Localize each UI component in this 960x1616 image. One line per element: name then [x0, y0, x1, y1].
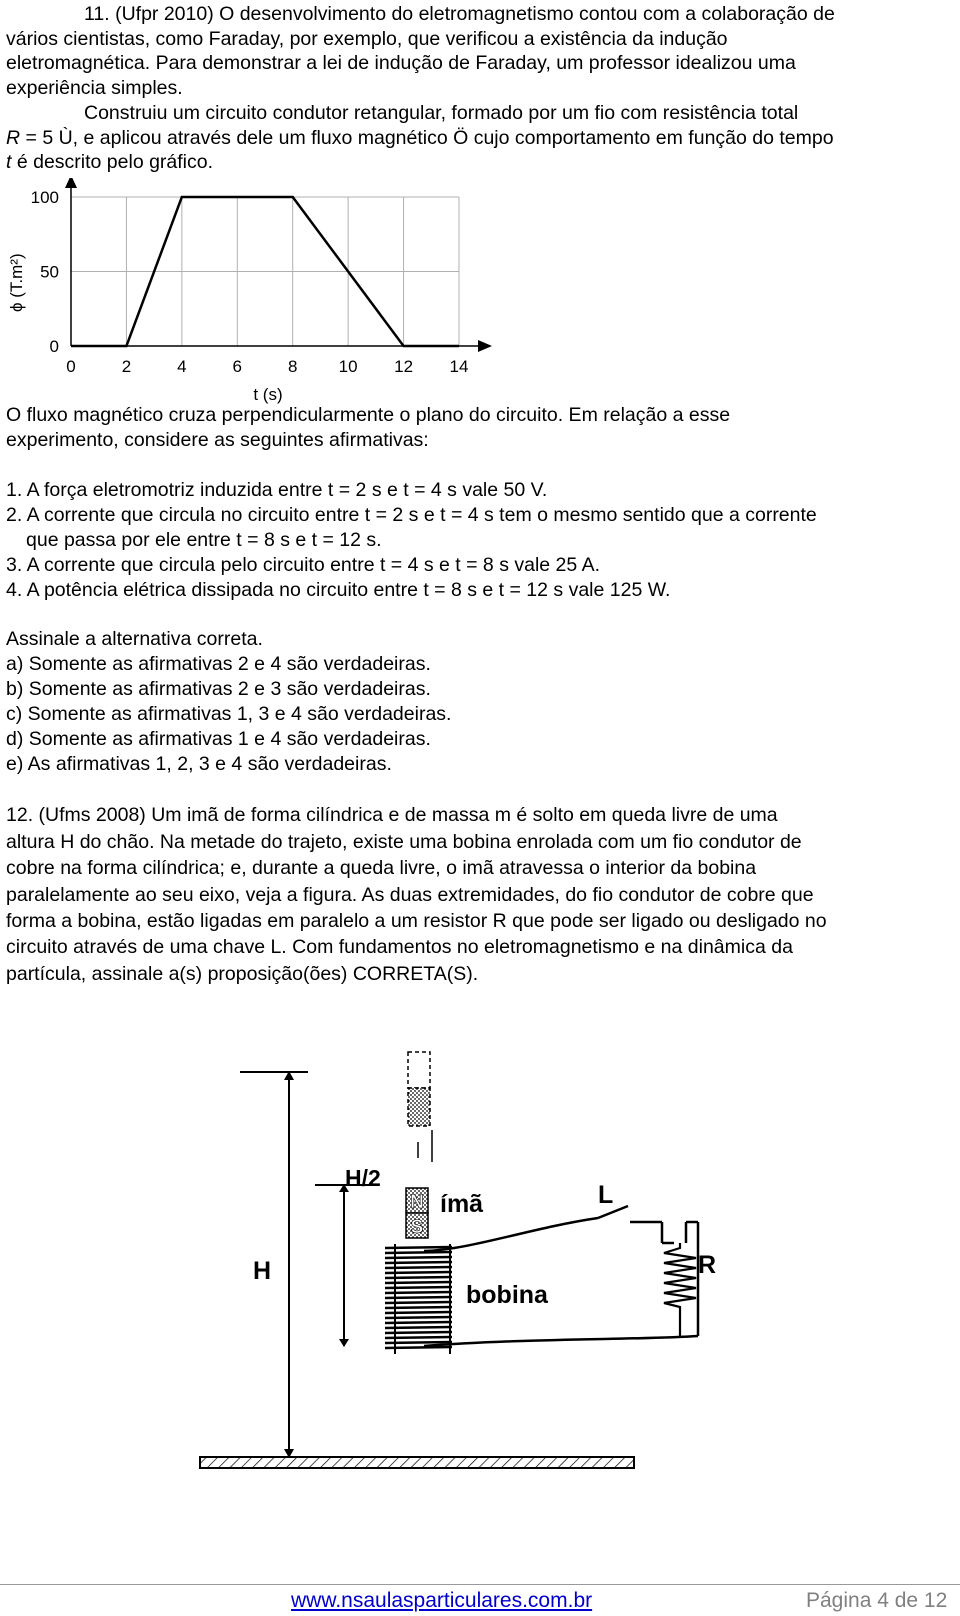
y-tick-labels [31, 188, 59, 356]
y-tick-label: 100 [30, 188, 59, 207]
coil-turn [385, 1347, 452, 1348]
option-c: c) Somente as afirmativas 1, 3 e 4 são verdadeiras. [6, 703, 452, 725]
coil-turn [385, 1312, 452, 1313]
option-a: a) Somente as afirmativas 2 e 4 são verdadeiras. [6, 653, 431, 675]
q12-header-line: 12. (Ufms 2008) Um imã de forma cilíndrica e de massa m é solto em queda livre de uma [6, 804, 778, 826]
statement-2-continued: que passa por ele entre t = 8 s e t = 12 s. [26, 529, 382, 551]
coil-turn [385, 1317, 452, 1318]
footer-website-link[interactable]: www.nsaulasparticulares.com.br [291, 1589, 593, 1612]
q11-text-line: eletromagnética. Para demonstrar a lei de indução de Faraday, um professor idealizou uma [6, 52, 796, 74]
resistor [664, 1243, 696, 1336]
resistance-symbol: R [6, 127, 21, 149]
q12-text-line: altura H do chão. Na metade do trajeto, existe uma bobina enrolada com um fio condutor de [6, 831, 802, 853]
coil-turn [385, 1247, 452, 1248]
resistor-label: R [698, 1251, 717, 1279]
x-tick-label: 0 [66, 357, 76, 376]
statement-2: 2. A corrente que circula no circuito entre t = 2 s e t = 4 s tem o mesmo sentido que a corrente [6, 504, 817, 526]
q11-text-line: Construiu um circuito condutor retangular, formado por um fio com resistência total [84, 102, 799, 124]
x-tick-label: 2 [121, 357, 132, 376]
q11-text-line: experimento, considere as seguintes afirmativas: [6, 429, 429, 451]
x-tick-label: 14 [449, 357, 469, 376]
ground [200, 1457, 634, 1468]
coil-turn [385, 1322, 452, 1323]
q12-text-line: circuito através de uma chave L. Com fundamentos no eletromagnetismo e na dinâmica da [6, 936, 793, 958]
height-label: H [253, 1257, 272, 1285]
q12-text-line: forma a bobina, estão ligadas em paralelo a um resistor R que pode ser ligado ou desligado no [6, 910, 827, 932]
coil-turn [385, 1257, 452, 1258]
coil-turn [385, 1292, 452, 1293]
answer-prompt: Assinale a alternativa correta. [6, 628, 263, 650]
magnet-label: ímã [440, 1190, 484, 1218]
q11-text-line: vários cientistas, como Faraday, por exemplo, que verificou a existência da indução [6, 28, 728, 50]
magnet [406, 1188, 428, 1238]
q11-text-line: experiência simples. [6, 77, 183, 99]
height-dimension [240, 1071, 308, 1458]
coil-turn [385, 1297, 452, 1298]
x-tick-labels [66, 357, 468, 376]
q11-text-line [6, 126, 834, 151]
x-tick-label: 6 [232, 357, 243, 376]
chart-grid [71, 197, 459, 346]
coil-turn [385, 1307, 452, 1308]
option-d: d) Somente as afirmativas 1 e 4 são verdadeiras. [6, 728, 431, 750]
q12-text-line: cobre na forma cilíndrica; e, durante a queda livre, o imã atravessa o interior da bobina [6, 857, 757, 879]
x-tick-label: 8 [287, 357, 298, 376]
coil-turn [385, 1337, 452, 1338]
q12-text-line: paralelamente ao seu eixo, veja a figura. As duas extremidades, do fio condutor de cobre que [6, 884, 814, 906]
magnet-start-position [408, 1052, 430, 1126]
south-pole-label: S [410, 1217, 424, 1238]
x-tick-label: 4 [177, 357, 187, 376]
coil [385, 1244, 452, 1354]
option-b: b) Somente as afirmativas 2 e 3 são verdadeiras. [6, 678, 431, 700]
coil-label: bobina [466, 1281, 548, 1309]
page-number: Página 4 de 12 [806, 1589, 948, 1612]
north-pole-label: N [410, 1192, 424, 1213]
y-axis-label: ϕ (T.m²) [7, 253, 26, 312]
q12-text-line: partícula, assinale a(s) proposição(ões) CORRETA(S). [6, 963, 479, 985]
q11-text-fragment: = 5 Ù, e aplicou através dele um fluxo magnético Ö cujo comportamento em função do tempo [20, 127, 834, 149]
magnet-coil-figure [0, 1045, 960, 1575]
q11-text-line [6, 150, 213, 175]
y-axis [65, 178, 77, 346]
q11-text-fragment: é descrito pelo gráfico. [11, 151, 214, 173]
coil-turn [385, 1282, 452, 1283]
statement-3: 3. A corrente que circula pelo circuito entre t = 4 s e t = 8 s vale 25 A. [6, 554, 601, 576]
y-tick-label: 50 [40, 262, 59, 282]
coil-turn [385, 1342, 452, 1343]
switch-label: L [598, 1181, 614, 1209]
coil-turn [385, 1272, 452, 1273]
q11-header-line: 11. (Ufpr 2010) O desenvolvimento do eletromagnetismo contou com a colaboração de [84, 3, 835, 25]
coil-turn [385, 1277, 452, 1278]
x-tick-label: 12 [394, 357, 414, 376]
statement-1: 1. A força eletromotriz induzida entre t = 2 s e t = 4 s vale 50 V. [6, 479, 548, 501]
coil-turn [385, 1332, 452, 1333]
coil-turn [385, 1252, 452, 1253]
circuit-wires [424, 1206, 698, 1346]
coil-turn [385, 1287, 452, 1288]
half-height-label: H/2 [345, 1165, 381, 1191]
statement-4: 4. A potência elétrica dissipada no circuito entre t = 8 s e t = 12 s vale 125 W. [6, 579, 671, 601]
option-e: e) As afirmativas 1, 2, 3 e 4 são verdadeiras. [6, 753, 392, 775]
time-symbol: t [6, 151, 12, 173]
coil-turn [385, 1327, 452, 1328]
q11-text-line: O fluxo magnético cruza perpendicularmente o plano do circuito. Em relação a esse [6, 404, 731, 426]
x-tick-label: 10 [338, 357, 358, 376]
footer-divider [0, 1584, 960, 1585]
coil-turn [385, 1302, 452, 1303]
half-height-dimension [315, 1184, 378, 1347]
resistor-zigzag [664, 1243, 696, 1336]
flux-time-chart [0, 178, 520, 408]
coil-turn [385, 1262, 452, 1263]
x-axis-label: t (s) [253, 385, 283, 404]
coil-turn [385, 1267, 452, 1268]
y-tick-label: 0 [49, 337, 59, 356]
